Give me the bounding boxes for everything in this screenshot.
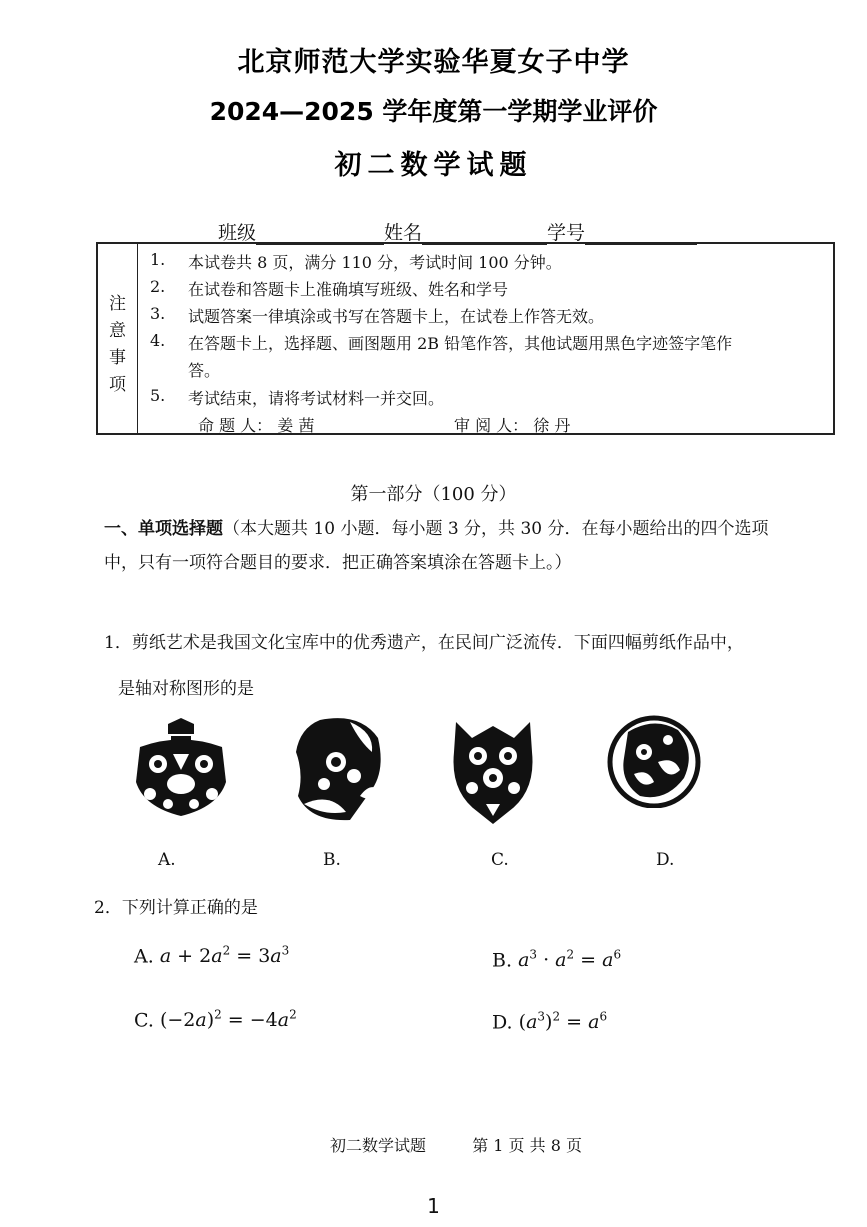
q2-option-c-label: C.	[134, 1009, 154, 1032]
notice-item-text: 答。	[188, 361, 221, 380]
q2-option-d-label: D.	[492, 1011, 513, 1034]
id-label: 学号	[547, 222, 586, 244]
notice-reviewer: 审 阅 人： 徐 丹	[454, 416, 571, 435]
q2-option-d[interactable]	[492, 1010, 607, 1033]
notice-item-text: 在试卷和答题卡上准确填写班级、姓名和学号	[188, 280, 509, 299]
papercut-image-b[interactable]	[290, 712, 388, 824]
notice-item-text: 本试卷共 8 页，满分 110 分，考试时间 100 分钟。	[188, 253, 562, 272]
section-title: 一、单项选择题	[104, 519, 223, 539]
q2-option-a-label: A.	[134, 945, 154, 968]
school-title: 北京师范大学实验华夏女子中学	[237, 47, 630, 78]
name-label: 姓名	[384, 222, 423, 244]
q2-option-a-expression: $a + 2a^2 = 3a^3$	[159, 944, 290, 968]
q2-option-a[interactable]	[134, 944, 289, 967]
notice-side-label	[98, 244, 138, 433]
q1-stem-line1: 1．剪纸艺术是我国文化宝库中的优秀遗产，在民间广泛流传．下面四幅剪纸作品中，	[104, 633, 744, 653]
q2-option-b-label: B.	[492, 949, 513, 972]
footer-exam-name: 初二数学试题	[330, 1136, 427, 1155]
notice-char: 注	[109, 294, 126, 314]
papercut-image-c[interactable]	[448, 712, 538, 826]
notice-item-text: 考试结束，请将考试材料一并交回。	[188, 389, 445, 408]
section-instructions-text: （本大题共 10 小题．每小题 3 分，共 30 分．在每小题给出的四个选项	[223, 519, 769, 539]
q2-option-c[interactable]	[134, 1008, 297, 1031]
section-instructions-line1	[104, 514, 769, 539]
notice-item-num: 4.	[150, 331, 166, 350]
scan-page-number: 1	[427, 1194, 440, 1218]
student-info-line	[218, 218, 697, 245]
exam-title: 初二数学试题	[334, 150, 533, 181]
q1-option-c-label[interactable]: C.	[491, 850, 509, 870]
q2-option-d-expression: $(a^3)^2 = a^6$	[518, 1010, 608, 1034]
q1-option-a-label[interactable]: A.	[158, 850, 176, 870]
notice-item-num: 5.	[150, 386, 166, 405]
page-footer	[330, 1133, 582, 1156]
notice-item-num: 1.	[150, 250, 166, 269]
notice-box	[96, 242, 835, 435]
notice-item-num: 3.	[150, 304, 166, 323]
notice-item-text: 试题答案一律填涂或书写在答题卡上，在试卷上作答无效。	[188, 307, 605, 326]
q1-option-b-label[interactable]: B.	[323, 850, 341, 870]
notice-item-num: 2.	[150, 277, 166, 296]
notice-char: 项	[109, 375, 126, 395]
notice-char: 事	[109, 348, 126, 368]
q1-stem-line2: 是轴对称图形的是	[118, 679, 254, 699]
footer-page-info: 第 1 页 共 8 页	[472, 1136, 582, 1155]
notice-char: 意	[109, 321, 126, 341]
q2-stem: 2．下列计算正确的是	[94, 898, 258, 918]
q1-option-d-label[interactable]: D.	[656, 850, 675, 870]
q2-option-b-expression: $a^3 \cdot a^2 = a^6$	[518, 948, 622, 972]
notice-author: 命 题 人： 姜 茜	[198, 416, 315, 435]
q2-option-b[interactable]	[492, 948, 621, 971]
papercut-image-a[interactable]	[128, 712, 234, 822]
q2-option-c-expression: $(-2a)^2 = -4a^2$	[159, 1008, 297, 1032]
section-instructions-line2: 中，只有一项符合题目的要求．把正确答案填涂在答题卡上。）	[104, 553, 572, 573]
part-heading: 第一部分（100 分）	[350, 484, 517, 505]
term-title: 2024—2025 学年度第一学期学业评价	[209, 97, 658, 126]
class-label: 班级	[218, 222, 257, 244]
notice-item-text: 在答题卡上，选择题、画图题用 2B 铅笔作答，其他试题用黑色字迹签字笔作	[188, 334, 733, 353]
papercut-image-d[interactable]	[604, 712, 704, 808]
